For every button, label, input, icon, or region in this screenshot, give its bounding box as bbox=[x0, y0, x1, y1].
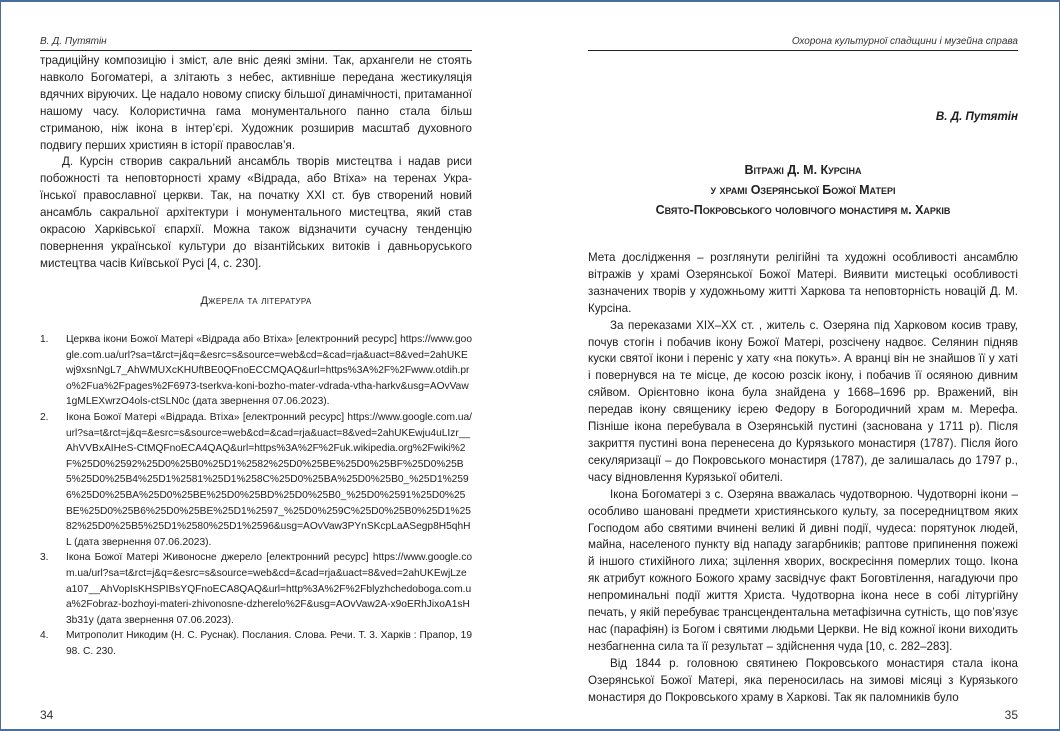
paragraph: Від 1844 р. головною святинею Покровського монастиря стала ікона Озерянської Божої Матері, яка переносилась на зимові місяці з Курязького монастиря до Покровського храму в Харкові. Так як паломників було bbox=[588, 656, 1018, 704]
left-running-head: В. Д. Путятін bbox=[40, 36, 472, 51]
reference-number: 1. bbox=[40, 334, 49, 345]
left-body-text bbox=[40, 53, 472, 273]
reference-text: Церква ікони Божої Матері «Відрада або Втіха» [електронний ресурс] https://www.google.com.ua/url?sa=t&rct=j&q=&esrc=s&source=web&cd=&cad=rja&uact=8&ved=2ahUKEwj9xsnNgL7_AhWMUXcKHUftBE0QFnoECCMQAQ&url=https%3A%2F%2Fwww.otdih.pro%2Fua%2Fpages%2F6973-tserkva-koni-bozho-mater-vdrada-vtha-harkv&usg=AOvVaw1gMLEXwrzO4ols-ctSLN0c (дата звернення 07.06.2023). bbox=[66, 334, 472, 408]
reference-number: 3. bbox=[40, 552, 49, 564]
right-body-text bbox=[588, 250, 1018, 706]
reference-text: Ікона Божої Матері Живоносне джерело [електронний ресурс] https://www.google.com.ua/url?sa=t&rct=j&q=&esrc=s&source=web&cd=&cad=rja&uact=8&ved=2ahUKEwjLzea107__AhVopIsKHSPIBsYQFnoECA8QAQ&url=http%3A%2F%2Fblyzhchedoboga.com.ua%2Fobraz-bozhoyi-materi-zhivonosne-dzherelo%2F&usg=AOvVaw2A-x9oERhJixoA1sH3b31y (дата звернення 07.06.2023). bbox=[66, 552, 472, 626]
paragraph: традиційну композицію і зміст, але вніс деякі зміни. Так, архангели не стоять навколо Богоматері, а злітають з небес, активніше передана жестикуляція вдячних віруючих. Це надало новому списку більшої динамічності, притаманної нашому часу. Колористична гама монументального панно стала більш стриманою, ніж ікона в інтер’єрі. Художник розширив масштаб духовного подвигу перших християн в історії православ’я. bbox=[40, 54, 472, 152]
reference-item bbox=[40, 550, 472, 628]
references-heading: Джерела та література bbox=[200, 295, 312, 307]
right-page bbox=[588, 0, 1018, 729]
left-page bbox=[40, 0, 472, 729]
right-running-head: Охорона культурної спадщини і музейна справа bbox=[588, 36, 1018, 51]
article-title bbox=[588, 160, 1018, 220]
title-line: Вітражі Д. М. Курсіна bbox=[744, 163, 862, 177]
reference-number: 4. bbox=[40, 630, 49, 642]
title-line: Свято-Покровського чоловічого монастиря м. Харків bbox=[655, 203, 951, 217]
references-list bbox=[40, 332, 472, 659]
reference-number: 2. bbox=[40, 411, 49, 423]
reference-text: Митрополит Никодим (Н. С. Руснак). Послания. Слова. Речи. Т. 3. Харків : Прапор, 1998. С. 230. bbox=[66, 630, 472, 657]
right-page-number: 35 bbox=[1004, 708, 1018, 722]
reference-item bbox=[40, 332, 472, 410]
reference-item bbox=[40, 628, 472, 659]
paragraph: Мета дослідження – розглянути релігійні та художні особливості ансамблю вітражів у храмі Озерянської Божої Матері. Виявити мистецькі особливості зазначених творів у художньому житті Харкова та неповторність новацій Д. М. Курсіна. bbox=[588, 251, 1018, 315]
reference-text: Ікона Божої Матері «Відрада. Втіха» [електронний ресурс] https://www.google.com.ua/url?sa=t&rct=j&q=&esrc=s&source=web&cd=&cad=rja&uact=8&ved=2ahUKEwju4uLIzr__AhVVBxAIHeS-CtMQFnoECA4QAQ&url=https%3A%2F%2Fuk.wikipedia.org%2Fwiki%2F%25D0%2592%25D0%25B0%25D1%2582%25D0%25BE%25D0%25BF%25D0%25B5%25D0%25B4%25D1%2581%25D1%258C%25D0%25BA%25D0%25B0_%25D1%2596%25D0%25BA%25D0%25BE%25D0%25BD%25D0%25B0_%25D0%2591%25D0%25BE%25D0%25B6%25D0%25BE%25D1%2597_%25D0%259C%25D0%25B0%25D1%2582%25D0%25B5%25D1%2580%25D1%2596&usg=AOvVaw3PYnSKcpLaASegp8H5qhHL (дата звернення 07.06.2023). bbox=[66, 411, 472, 548]
title-line: у храмі Озерянської Божої Матері bbox=[710, 183, 896, 197]
paragraph: За переказами XIX–XX ст. , житель с. Озеряна під Харковом косив траву, почув стогін і побачив ікону Божої Матері, розсічену надвоє. Селянин підняв куски святої ікони і переніс у хату «на покуть». А вранці він не знайшов її у хаті і повернувся на те місце, де косою розсік ікону, і побачив її осяяною дивним сяйвом. Орієнтовно ікона була знайдена у 1668–1696 рр. Вражений, він передав ікону священику ієрею Федору в Богородичний храм м. Мерефа. Пізніше ікона перебувала в Озерянській пустині (заснована у 1711 р). Після закриття пустині вона перенесена до Курязького монастиря (1787). Після його секуляризації – до Покровського монастиря (1787), де залишалась до 1797 р., часу відновлення Курязької обителі. bbox=[588, 318, 1018, 484]
paragraph: Ікона Богоматері з с. Озеряна вважалась чудотворною. Чудотворні ікони – особливо шановані предмети християнського культу, за посередництвом яких Господом або святими вчинені великі й дивні події, чудеса: порятунок людей, майна, населеного пункту від нападу загарбників; раптове припинення пожежі й іншого стихійного лиха; зцілення хворих, воскресіння померлих тощо. Ікона як атрибут кожного Божого храму засвідчує факт Боговтілення, нагадуючи про непроминальні події життя Христа. Чудотворна ікона несе в собі літургійну печать, у якій перебуває трансцендентальна метафізична сутність, що пов’язує нас (парафіян) із Богом і святими людьми Церкви. Не від кожної ікони виходить незбагненна сила та її результат – здійснення чуда [10, с. 282–283]. bbox=[588, 487, 1018, 653]
reference-item bbox=[40, 410, 472, 550]
article-author: В. Д. Путятін bbox=[935, 110, 1018, 123]
left-page-number: 34 bbox=[40, 708, 54, 722]
paragraph: Д. Курсін створив сакральний ансамбль творів мистецтва і надав риси побожності та неповторності храму «Відрада, або Втіха» на теренах Української православної церкви. Так, на початку XXI ст. був створений новий ансамбль сакральної архітектури і монументального мистецтва, який став окрасою Харківської єпархії. Можна також відзначити сучасну тенденцію повернення української культури до візантійських витоків і давньоруського мистецтва часів Київської Русі [4, с. 230]. bbox=[40, 155, 472, 270]
